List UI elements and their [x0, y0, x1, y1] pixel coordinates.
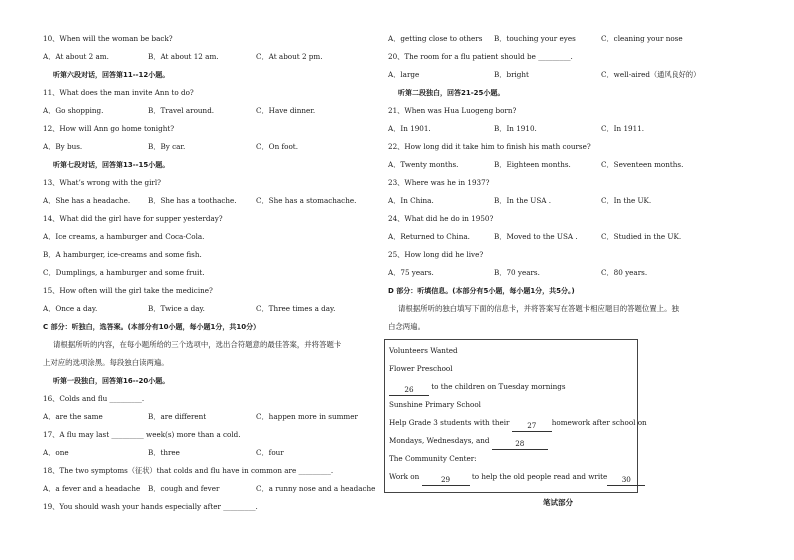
option-c[interactable]: C．80 years. [601, 268, 648, 277]
part-c-instructions-2: 上对应的选项涂黑。每段独白读两遍。 [43, 358, 169, 367]
question-24: 24、What did he do in 1950? [388, 214, 494, 223]
question-16-options [43, 408, 383, 426]
question-10: 10、When will the woman be back? [43, 34, 173, 43]
question-21-options [388, 120, 758, 138]
option-b[interactable]: B．A hamburger, ice-creams and some fish. [43, 250, 202, 259]
question-24-options [388, 228, 758, 246]
option-a[interactable]: A．getting close to others [388, 34, 483, 43]
option-b[interactable]: B．are different [148, 412, 207, 421]
part-c-heading: C 部分：听独白，选答案。(本部分有10小题，每小题1分，共10分） [43, 323, 261, 331]
question-13: 13、What’s wrong with the girl? [43, 178, 162, 187]
blank-30[interactable]: 30 [607, 475, 645, 486]
option-c[interactable]: C．She has a stomachache. [256, 196, 357, 205]
question-13-options [43, 192, 383, 210]
option-c[interactable]: C．Three times a day. [256, 304, 336, 313]
option-c[interactable]: C．happen more in summer [256, 412, 358, 421]
part-d-heading: D 部分：听填信息。(本部分有5小题，每小题1分，共5分。) [388, 287, 575, 295]
question-16: 16、Colds and flu _________. [43, 394, 145, 403]
part-d-instructions-2: 白念两遍。 [388, 322, 425, 331]
option-a[interactable]: A．75 years. [388, 268, 434, 277]
option-a[interactable]: A．By bus. [43, 142, 83, 151]
question-11-options [43, 102, 383, 120]
option-a[interactable]: A．She has a headache. [43, 196, 131, 205]
option-c[interactable]: C．On foot. [256, 142, 298, 151]
option-b[interactable]: B．In 1910. [494, 124, 537, 133]
option-a[interactable]: A．In China. [388, 196, 434, 205]
option-b[interactable]: B．Travel around. [148, 106, 215, 115]
option-b[interactable]: B．By car. [148, 142, 186, 151]
option-c[interactable]: C．Seventeen months. [601, 160, 684, 169]
right-column [388, 30, 758, 336]
option-c[interactable]: C．In 1911. [601, 124, 645, 133]
card-line-27: Help Grade 3 students with their 27 homework after school on [389, 418, 647, 430]
option-a[interactable]: A．Twenty months. [388, 160, 459, 169]
option-a[interactable]: A．Once a day. [43, 304, 98, 313]
option-c[interactable]: C．At about 2 pm. [256, 52, 323, 61]
question-15-options [43, 300, 383, 318]
option-a[interactable]: A．are the same [43, 412, 103, 421]
question-19-options [388, 30, 758, 48]
part-d-instructions-1: 请根据所听的独白填写下面的信息卡，并将答案写在答题卡相应题目的答题位置上。独 [398, 304, 679, 313]
option-b[interactable]: B．cough and fever [148, 484, 220, 493]
option-a[interactable]: A．one [43, 448, 69, 457]
question-19: 19、You should wash your hands especially after _________. [43, 502, 258, 511]
info-card [384, 339, 647, 493]
question-18: 18、The two symptoms（征状）that colds and flu have in common are _________. [43, 466, 334, 475]
question-22: 22、How long did it take him to finish his math course? [388, 142, 591, 151]
question-23: 23、Where was he in 1937? [388, 178, 490, 187]
option-b[interactable]: B．touching your eyes [494, 34, 576, 43]
option-c[interactable]: C．a runny nose and a headache [256, 484, 376, 493]
option-a[interactable]: A．a fever and a headache [43, 484, 141, 493]
question-22-options [388, 156, 758, 174]
option-a[interactable]: A．Go shopping. [43, 106, 104, 115]
question-14: 14、What did the girl have for supper yesterday? [43, 214, 223, 223]
section-footer-label: 笔试部分 [543, 498, 573, 507]
blank-26[interactable]: 26 [389, 385, 429, 396]
card-line-29-30: Work on 29 to help the old people read and write 30 [389, 468, 637, 486]
card-place-1: Flower Preschool [389, 364, 453, 373]
blank-27[interactable]: 27 [512, 421, 552, 432]
question-10-options [43, 48, 383, 66]
question-18-options [43, 480, 383, 498]
option-c[interactable]: C．cleaning your nose [601, 34, 683, 43]
option-a[interactable]: A．At about 2 am. [43, 52, 109, 61]
card-place-2: Sunshine Primary School [389, 400, 481, 409]
option-b[interactable]: B．At about 12 am. [148, 52, 219, 61]
question-12: 12、How will Ann go home tonight? [43, 124, 175, 133]
option-b[interactable]: B．In the USA . [494, 196, 552, 205]
question-20: 20、The room for a flu patient should be _________. [388, 52, 573, 61]
question-20-options [388, 66, 758, 84]
question-21: 21、When was Hua Luogeng born? [388, 106, 517, 115]
question-25: 25、How long did he live? [388, 250, 484, 259]
option-a[interactable]: A．Ice creams, a hamburger and Coca-Cola. [43, 232, 205, 241]
part-c-instructions-1: 请根据所听的内容，在每小题所给的三个选项中，选出合符题意的最佳答案，并将答题卡 [53, 340, 342, 349]
card-title: Volunteers Wanted [389, 346, 458, 355]
question-17-options [43, 444, 383, 462]
option-a[interactable]: A．Returned to China. [388, 232, 470, 241]
question-12-options [43, 138, 383, 156]
option-b[interactable]: B．She has a toothache. [148, 196, 237, 205]
option-a[interactable]: A．large [388, 70, 420, 79]
question-17: 17、A flu may last _________ week(s) more than a cold. [43, 430, 241, 439]
option-b[interactable]: B．three [148, 448, 180, 457]
card-place-3: The Community Center: [389, 454, 477, 463]
option-c[interactable]: C．Have dinner. [256, 106, 316, 115]
blank-29[interactable]: 29 [422, 475, 470, 486]
section-heading: 听第六段对话，回答第11--12小题。 [53, 71, 170, 79]
option-c[interactable]: C．In the UK. [601, 196, 652, 205]
option-c[interactable]: C．well-aired（通风良好的） [601, 70, 701, 79]
option-b[interactable]: B．70 years. [494, 268, 540, 277]
left-column [43, 30, 383, 516]
blank-28[interactable]: 28 [492, 439, 548, 450]
option-b[interactable]: B．bright [494, 70, 529, 79]
option-a[interactable]: A．In 1901. [388, 124, 431, 133]
option-c[interactable]: C．four [256, 448, 284, 457]
section-heading: 听第二段独白，回答21-25小题。 [398, 89, 505, 97]
section-heading: 听第七段对话，回答第13--15小题。 [53, 161, 170, 169]
option-c[interactable]: C．Dumplings, a hamburger and some fruit. [43, 268, 205, 277]
question-11: 11、What does the man invite Ann to do? [43, 88, 194, 97]
option-c[interactable]: C．Studied in the UK. [601, 232, 682, 241]
card-line-26: 26 to the children on Tuesday mornings [389, 378, 637, 396]
question-25-options [388, 264, 758, 282]
question-15: 15、How often will the girl take the medicine? [43, 286, 213, 295]
option-b[interactable]: B．Twice a day. [148, 304, 205, 313]
question-23-options [388, 192, 758, 210]
option-b[interactable]: B．Moved to the USA . [494, 232, 578, 241]
option-b[interactable]: B．Eighteen months. [494, 160, 571, 169]
card-line-28: Mondays, Wednesdays, and 28 [389, 432, 637, 450]
section-heading: 听第一段独白，回答第16--20小题。 [53, 377, 170, 385]
